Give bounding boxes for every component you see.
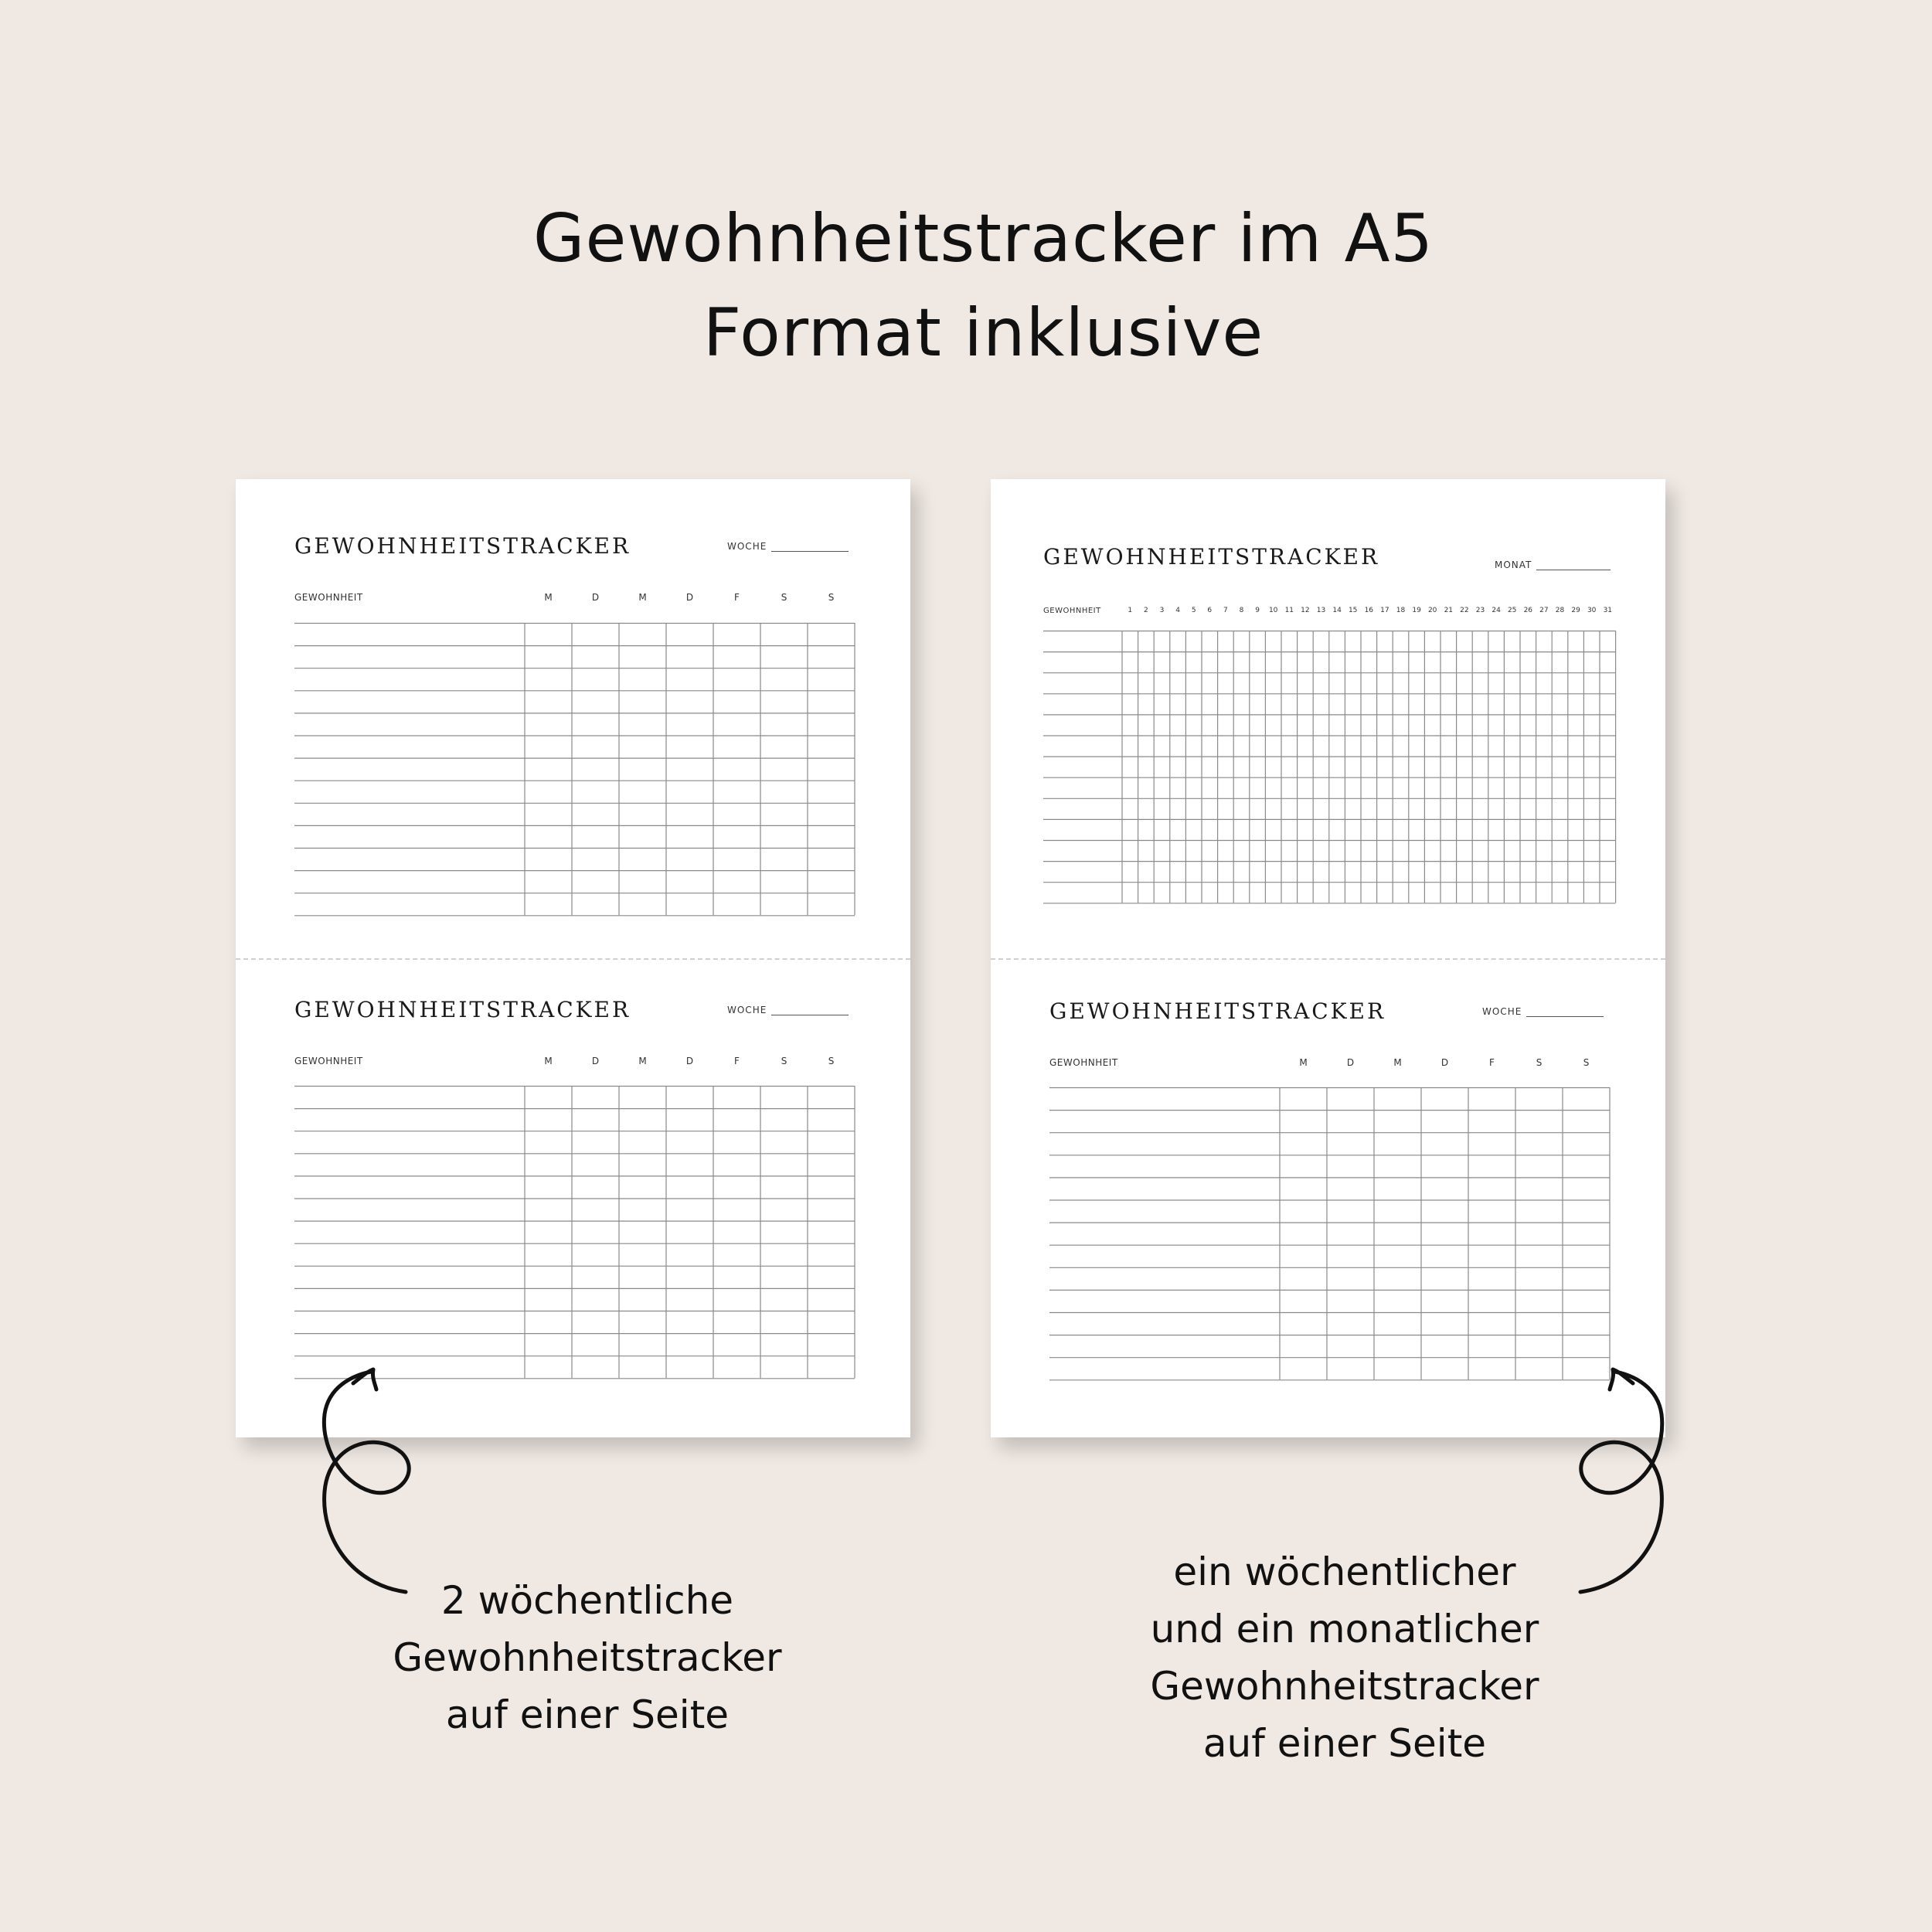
- day-number-label: 23: [1475, 607, 1485, 614]
- tracker-title: GEWOHNHEITSTRACKER: [1043, 544, 1380, 570]
- monthly-grid-lines: [1043, 631, 1617, 904]
- caption-left-line-2: Gewohnheitstracker: [393, 1635, 782, 1680]
- day-number-label: 18: [1396, 607, 1406, 614]
- caption-left-line-1: 2 wöchentliche: [440, 1578, 734, 1623]
- day-label: S: [828, 1056, 835, 1066]
- tracker-title: GEWOHNHEITSTRACKER: [1049, 998, 1386, 1024]
- habit-column-header: GEWOHNHEIT: [1043, 607, 1101, 615]
- weekly-grid-lines: [294, 1086, 856, 1379]
- day-number-label: 12: [1301, 607, 1310, 614]
- day-number-label: 8: [1239, 607, 1244, 614]
- day-number-label: 2: [1144, 607, 1148, 614]
- week-field: [727, 1005, 849, 1015]
- week-blank-line: [771, 1014, 849, 1015]
- day-label: S: [828, 592, 835, 603]
- week-label: WOCHE: [1482, 1006, 1522, 1017]
- tracker-title: GEWOHNHEITSTRACKER: [294, 533, 631, 559]
- weekly-grid: [294, 1086, 856, 1379]
- weekly-grid-lines: [1049, 1087, 1611, 1381]
- day-number-label: 3: [1159, 607, 1165, 614]
- day-label: M: [544, 592, 553, 603]
- headline: [0, 192, 1932, 380]
- day-label: S: [781, 1056, 787, 1066]
- week-field: [1482, 1006, 1604, 1017]
- curly-arrow-icon: [305, 1360, 444, 1600]
- day-label: M: [638, 1056, 647, 1066]
- day-number-label: 30: [1587, 607, 1597, 614]
- day-label: M: [638, 592, 647, 603]
- day-number-label: 31: [1603, 607, 1613, 614]
- day-number-label: 15: [1348, 607, 1358, 614]
- day-label: M: [1393, 1057, 1402, 1068]
- month-field: [1495, 560, 1611, 570]
- month-blank-line: [1536, 569, 1611, 570]
- day-label: D: [591, 592, 600, 603]
- day-label: D: [685, 1056, 694, 1066]
- left-page: [236, 479, 910, 1437]
- week-label: WOCHE: [727, 541, 767, 552]
- day-number-label: 21: [1444, 607, 1454, 614]
- day-label: D: [1440, 1057, 1449, 1068]
- day-number-label: 4: [1175, 607, 1180, 614]
- day-number-label: 5: [1191, 607, 1196, 614]
- day-number-label: 20: [1427, 607, 1437, 614]
- day-number-label: 26: [1523, 607, 1533, 614]
- day-number-label: 1: [1128, 607, 1133, 614]
- day-number-label: 14: [1332, 607, 1342, 614]
- day-number-label: 16: [1364, 607, 1374, 614]
- day-label: F: [734, 1056, 740, 1066]
- day-label: S: [1583, 1057, 1590, 1068]
- habit-column-header: GEWOHNHEIT: [1049, 1057, 1118, 1068]
- day-label: D: [685, 592, 694, 603]
- day-number-label: 9: [1255, 607, 1260, 614]
- caption-left-line-3: auf einer Seite: [445, 1692, 730, 1737]
- day-number-label: 25: [1507, 607, 1517, 614]
- habit-column-header: GEWOHNHEIT: [294, 592, 363, 603]
- headline-line-1: Gewohnheitstracker im A5: [532, 200, 1434, 277]
- day-number-label: 28: [1555, 607, 1565, 614]
- day-number-label: 6: [1207, 607, 1213, 614]
- day-number-label: 10: [1268, 607, 1278, 614]
- caption-right: [1097, 1543, 1592, 1772]
- week-field: [727, 541, 849, 552]
- day-number-label: 27: [1539, 607, 1549, 614]
- weekly-tracker-top: [236, 479, 910, 958]
- day-number-label: 29: [1571, 607, 1580, 614]
- week-label: WOCHE: [727, 1005, 767, 1015]
- weekly-grid: [294, 623, 856, 917]
- day-label: S: [1536, 1057, 1543, 1068]
- day-number-label: 7: [1223, 607, 1228, 614]
- month-label: MONAT: [1495, 560, 1532, 570]
- monthly-tracker: [991, 479, 1665, 958]
- day-number-label: 24: [1492, 607, 1501, 614]
- day-label: M: [544, 1056, 553, 1066]
- tracker-title: GEWOHNHEITSTRACKER: [294, 997, 631, 1022]
- week-blank-line: [771, 550, 849, 552]
- day-label: D: [591, 1056, 600, 1066]
- monthly-grid-wrapper: [1043, 631, 1617, 904]
- weekly-grid: [1049, 1087, 1611, 1381]
- day-number-label: 19: [1412, 607, 1421, 614]
- day-label: M: [1299, 1057, 1308, 1068]
- headline-line-2: Format inklusive: [702, 294, 1264, 372]
- day-number-label: 13: [1316, 607, 1326, 614]
- day-number-label: 22: [1460, 607, 1469, 614]
- day-number-label: 17: [1380, 607, 1389, 614]
- caption-right-line-3: Gewohnheitstracker: [1150, 1664, 1539, 1709]
- day-label: F: [734, 592, 740, 603]
- habit-column-header: GEWOHNHEIT: [294, 1056, 363, 1066]
- caption-right-line-4: auf einer Seite: [1202, 1721, 1487, 1766]
- day-number-label: 11: [1284, 607, 1294, 614]
- right-page: [991, 479, 1665, 1437]
- caption-left: [340, 1572, 835, 1743]
- weekly-grid-lines: [294, 623, 856, 917]
- week-blank-line: [1526, 1015, 1604, 1017]
- caption-right-line-2: und ein monatlicher: [1150, 1607, 1539, 1651]
- day-label: S: [781, 592, 787, 603]
- day-label: F: [1489, 1057, 1495, 1068]
- caption-right-line-1: ein wöchentlicher: [1173, 1549, 1516, 1594]
- day-label: D: [1346, 1057, 1355, 1068]
